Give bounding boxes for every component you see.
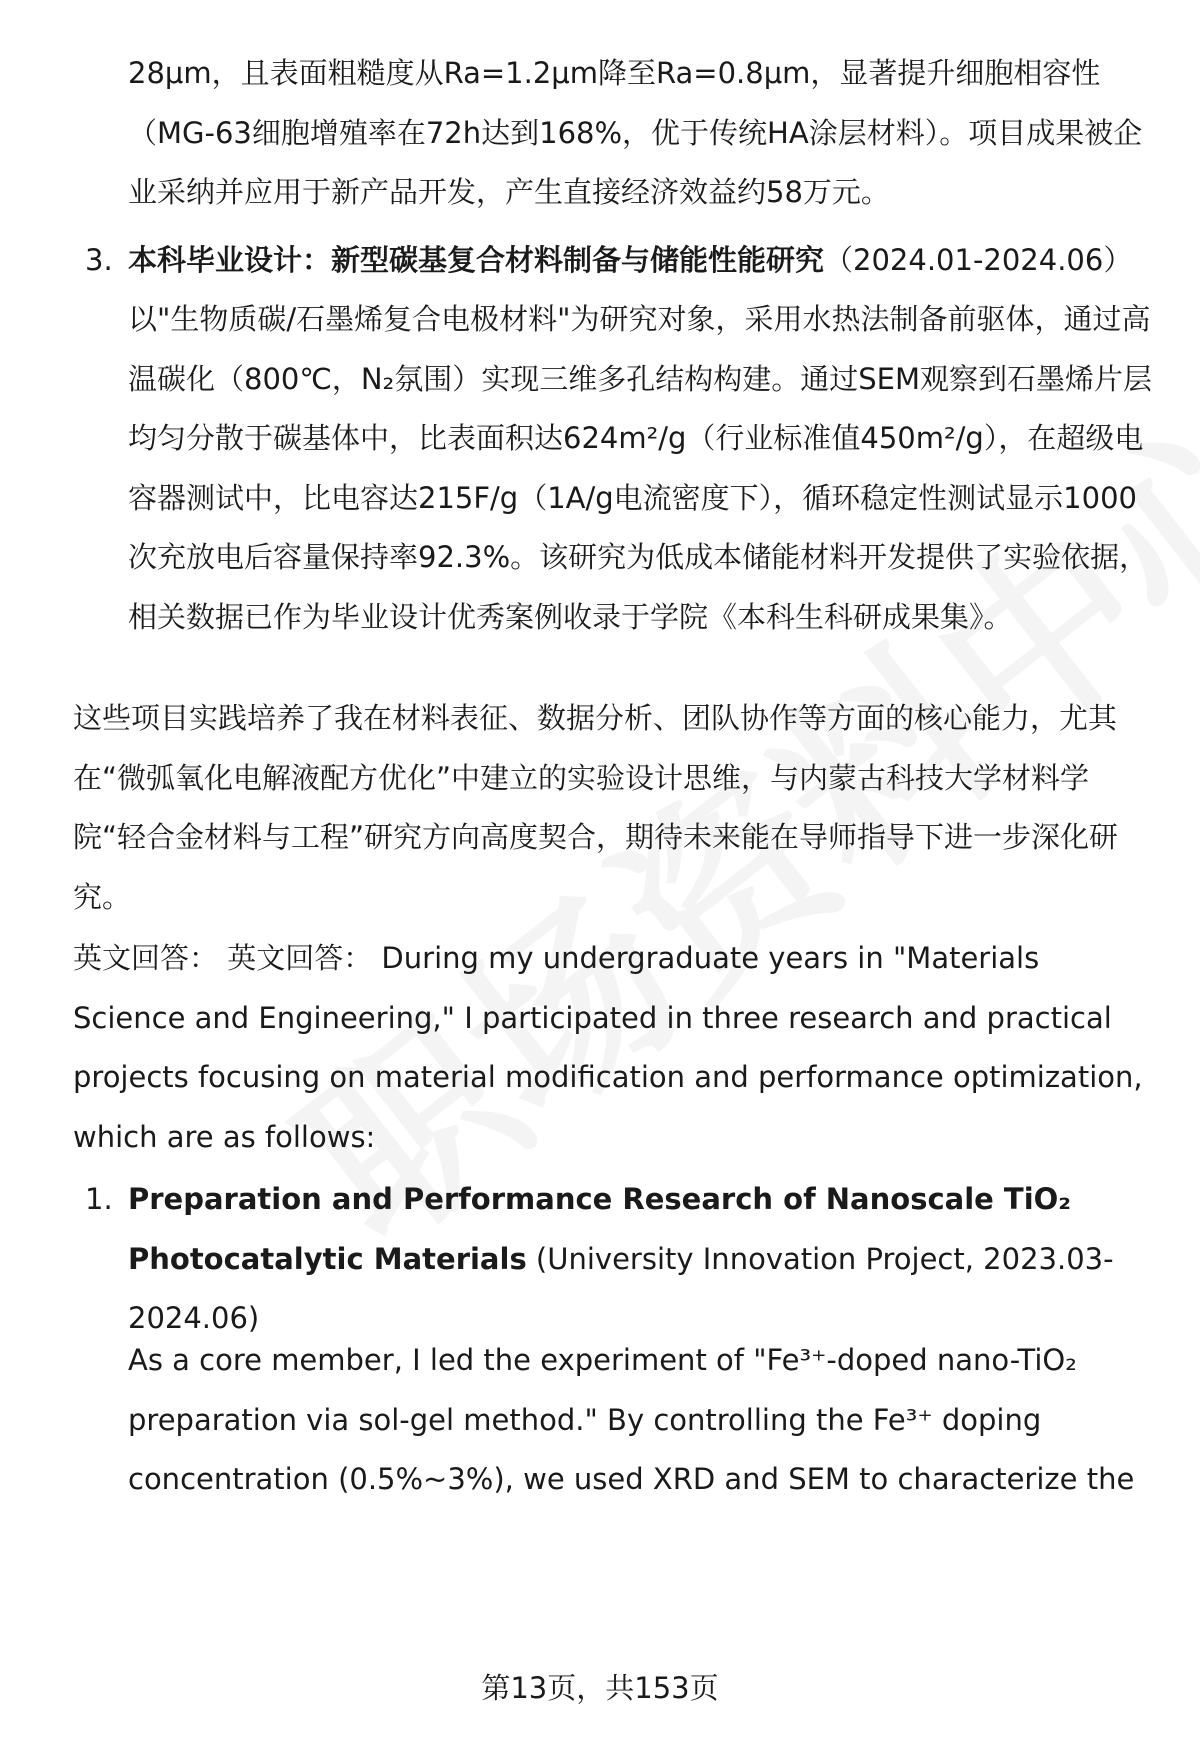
list-number-3: 3. — [85, 243, 113, 277]
list-item-3 — [128, 231, 1153, 291]
item3-title: 本科毕业设计：新型碳基复合材料制备与储能性能研究 — [128, 243, 825, 277]
item3-body: 以"生物质碳/石墨烯复合电极材料"为研究对象，采用水热法制备前驱体，通过高温碳化（800℃，N₂氛围）实现三维多孔结构构建。通过SEM观察到石墨烯片层均匀分散于碳基体中，比表面积达624m²/g（行业标准值450m²/g），在超级电容器测试中，比电容达215F/g（1A/g电流密度下），循环稳定性测试显示1000次充放电后容量保持率92.3%。该研究为低成本储能材料开发提供了实验依据，相关数据已作为毕业设计优秀案例收录于学院《本科生科研成果集》。 — [128, 302, 1152, 634]
en-list-number-1: 1. — [85, 1182, 113, 1216]
item3-period: （2024.01-2024.06） — [824, 243, 1133, 277]
en-item1-body: As a core member, I led the experiment of "Fe³⁺-doped nano-TiO₂ preparation via sol-gel method." By controlling the Fe³⁺ doping concentration (0.5%~3%), we used XRD and SEM to characterize the — [128, 1343, 1135, 1496]
en-item1-title: Preparation and Performance Research of Nanoscale TiO₂ Photocatalytic Materials — [128, 1182, 1071, 1276]
summary-paragraph: 这些项目实践培养了我在材料表征、数据分析、团队协作等方面的核心能力，尤其在“微弧氧化电解液配方优化”中建立的实验设计思维，与内蒙古科技大学材料学院“轻合金材料与工程”研究方向高度契合，期待未来能在导师指导下进一步深化研究。 — [73, 701, 1119, 914]
en-item1-period: (University Innovation Project, 2023.03-2024.06) — [128, 1241, 1114, 1335]
continuation-paragraph: 28μm，且表面粗糙度从Ra=1.2μm降至Ra=0.8μm，显著提升细胞相容性（MG-63细胞增殖率在72h达到168%，优于传统HA涂层材料）。项目成果被企业采纳并应用于新产品开发，产生直接经济效益约58万元。 — [128, 56, 1143, 209]
english-intro-paragraph: 英文回答： 英文回答： During my undergraduate years in "Materials Science and Engineering," I participated in three research and practical projects focusing on material modification and performance optimization, which are as follows: — [73, 941, 1143, 1154]
en-list-item-1 — [128, 1170, 1153, 1349]
page-footer: 第13页，共153页 — [481, 1671, 719, 1705]
